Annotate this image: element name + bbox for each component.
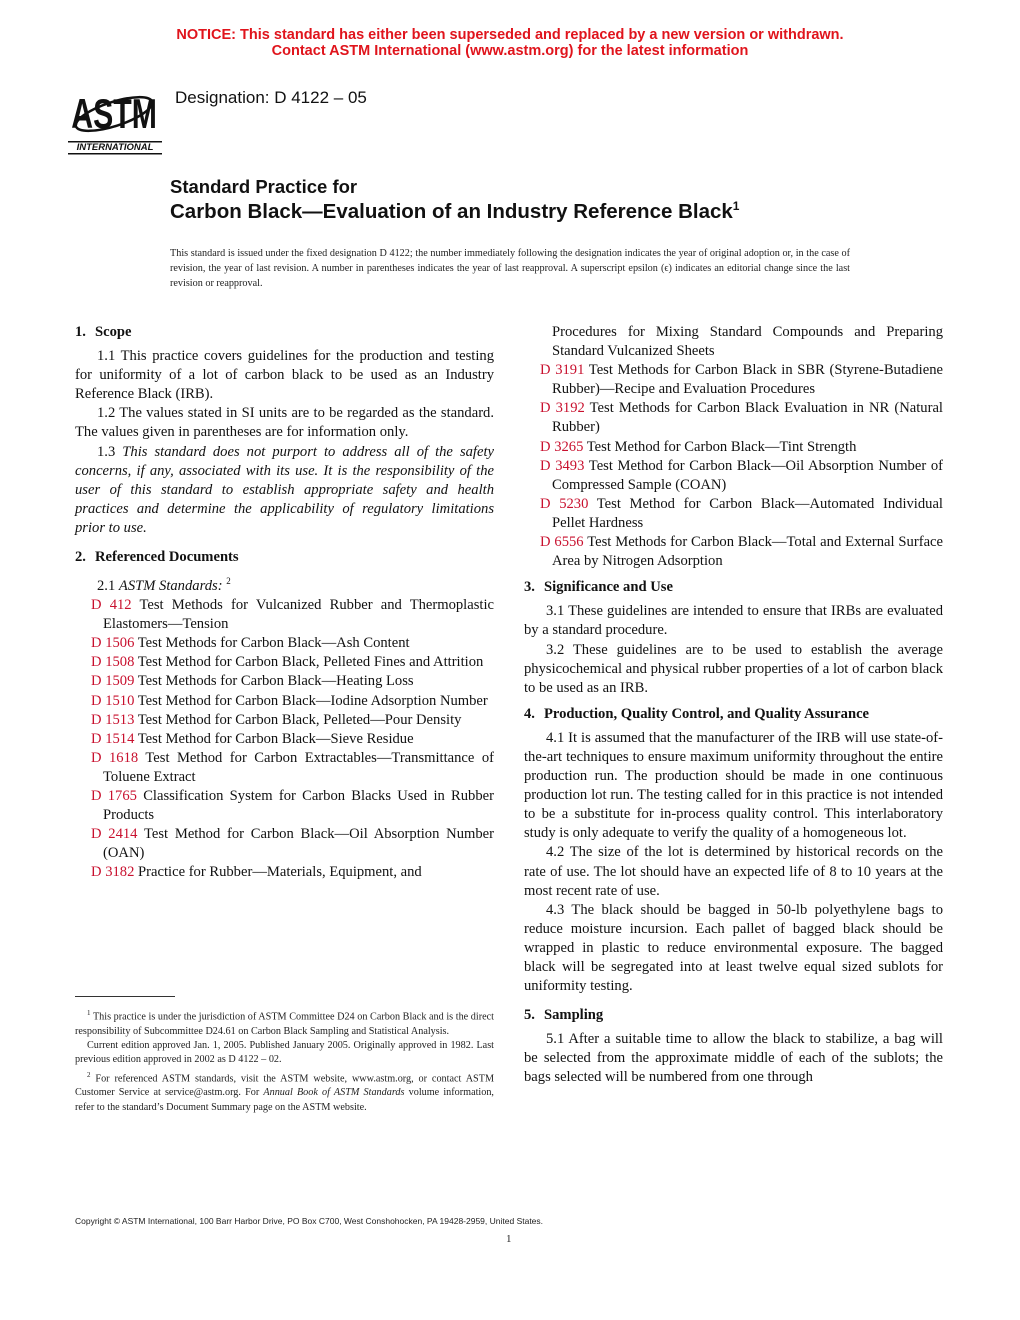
- reference-title: Procedures for Mixing Standard Compounds and Preparing Standard Vulcanized Sheets: [552, 324, 943, 360]
- title-line-2: Carbon Black—Evaluation of an Industry Reference Black: [170, 200, 733, 223]
- reference-link[interactable]: D 3182: [91, 864, 135, 881]
- reference-link[interactable]: D 3265: [540, 438, 584, 455]
- copyright-notice: Copyright © ASTM International, 100 Barr Harbor Drive, PO Box C700, West Conshohocken, PA 19428-2959, United States.: [75, 1216, 544, 1226]
- reference-title: Test Method for Carbon Black—Automated Individual Pellet Hardness: [552, 495, 943, 531]
- reference-item: [75, 787, 494, 825]
- reference-item: [524, 495, 943, 533]
- reference-item: [524, 361, 943, 399]
- reference-link[interactable]: D 1514: [91, 730, 135, 747]
- footnote-1-edition: Current edition approved Jan. 1, 2005. Published January 2005. Originally approved in 1982. Last previous edition approved in 2002 as D 4122 – 02.: [75, 1039, 494, 1066]
- reference-item: [524, 457, 943, 495]
- reference-title: Test Methods for Carbon Black—Heating Loss: [137, 673, 414, 690]
- reference-link[interactable]: D 1509: [91, 673, 135, 690]
- document-title: [170, 199, 739, 224]
- reference-title: Test Method for Carbon Extractables—Transmittance of Toluene Extract: [103, 749, 494, 785]
- reference-item: [75, 672, 494, 691]
- reference-link[interactable]: D 412: [91, 597, 132, 614]
- reference-title: Practice for Rubber—Materials, Equipment, and: [138, 864, 422, 881]
- section-heading-production: 4. Production, Quality Control, and Quality Assurance: [524, 705, 870, 722]
- paragraph-4-1: 4.1 It is assumed that the manufacturer of the IRB will use state-of-the-art techniques to ensure maximum uniformity throughout the entire production run. The production should be made in one continuous production lot run. The testing called for in this practice is not intended to be a substitute for in-process quality control. This interlaboratory study is only adequate to verify the quality of a homogeneous lot.: [524, 729, 943, 842]
- reference-list-left: [75, 596, 494, 882]
- paragraph-1-3: 1.3 This standard does not purport to address all of the safety concerns, if any, associated with its use. It is the responsibility of the user of this standard to establish appropriate safety and health practices and determine the applicability of regulatory limitations prior to use.: [75, 443, 494, 536]
- reference-link[interactable]: D 3493: [540, 457, 585, 474]
- reference-item: [75, 730, 494, 749]
- reference-item: [524, 399, 943, 437]
- notice-line-1: NOTICE: This standard has either been superseded and replaced by a new version or withdrawn.: [176, 27, 844, 43]
- paragraph-4-3: 4.3 The black should be bagged in 50-lb polyethylene bags to reduce moisture incursion. Each pallet of bagged black should be wrapped in plastic to reduce environmental exposure. The bagged black will be segregated into at least twelve equal sized sublots for uniformity testing.: [524, 901, 943, 995]
- footnote-2: $^2$ For referenced ASTM standards, visit the ASTM website, www.astm.org, or contact ASTM Customer Service at service@astm.org. For Annual Book of ASTM Standards volume information, refer to the standard’s Document Summary page on the ASTM website.: [75, 1070, 494, 1113]
- reference-title: Test Method for Carbon Black—Oil Absorption Number (OAN): [103, 826, 494, 862]
- paragraph-3-2: 3.2 These guidelines are to be used to establish the average physicochemical and physical rubber properties of a lot of carbon black to be used as an IRB.: [524, 641, 943, 696]
- reference-title: Classification System for Carbon Blacks Used in Rubber Products: [103, 788, 494, 824]
- reference-title: Test Method for Carbon Black—Tint Strength: [586, 438, 857, 455]
- footnote-divider: [75, 996, 175, 997]
- reference-title: Test Method for Carbon Black, Pelleted Fines and Attrition: [137, 654, 484, 671]
- reference-list-right: [524, 323, 943, 571]
- svg-text:ASTM: ASTM: [71, 90, 157, 138]
- paragraph-1-1: 1.1 This practice covers guidelines for the production and testing for uniformity of a lot of carbon black to be used as an Industry Reference Black (IRB).: [75, 348, 494, 403]
- reference-link[interactable]: D 5230: [540, 495, 589, 512]
- reference-title: Test Methods for Carbon Black—Total and External Surface Area by Nitrogen Adsorption: [552, 534, 943, 570]
- reference-link[interactable]: D 1765: [91, 788, 137, 805]
- paragraph-5-1: 5.1 After a suitable time to allow the black to stabilize, a bag will be selected from the approximate middle of each of the sublots; the bags selected will be numbered from one through: [524, 1031, 943, 1086]
- section-heading-sampling: 5. Sampling: [524, 1007, 604, 1024]
- reference-item: [75, 596, 494, 634]
- reference-link[interactable]: D 1508: [91, 654, 135, 671]
- section-heading-referenced-documents: 2. Referenced Documents: [75, 549, 239, 566]
- reference-title: Test Methods for Carbon Black in SBR (Styrene-Butadiene Rubber)—Recipe and Evaluation Procedures: [552, 362, 943, 398]
- reference-link[interactable]: D 2414: [91, 826, 138, 843]
- reference-item: [524, 533, 943, 571]
- reference-item: [524, 323, 943, 361]
- footnotes: [75, 1006, 494, 1115]
- logo-text: INTERNATIONAL: [76, 142, 154, 153]
- designation: Designation: D 4122 – 05: [175, 88, 367, 107]
- reference-item: [75, 653, 494, 672]
- reference-link[interactable]: D 3192: [540, 400, 585, 417]
- reference-link[interactable]: D 6556: [540, 534, 584, 551]
- reference-title: Test Method for Carbon Black—Iodine Adsorption Number: [137, 692, 488, 709]
- reference-item: [75, 692, 494, 711]
- reference-title: Test Methods for Carbon Black—Ash Content: [137, 635, 410, 652]
- reference-item: [75, 749, 494, 787]
- reference-title: Test Methods for Vulcanized Rubber and Thermoplastic Elastomers—Tension: [103, 597, 494, 633]
- footnote-1: $^1$ This practice is under the jurisdiction of ASTM Committee D24 on Carbon Black and is the direct responsibility of Subcommittee D24.61 on Carbon Black Sampling and Statistical Analysis.: [75, 1009, 494, 1037]
- supersession-notice: [0, 27, 1020, 59]
- page-number: 1: [506, 1233, 512, 1245]
- reference-link[interactable]: D 3191: [540, 362, 585, 379]
- issuance-note: This standard is issued under the fixed designation D 4122; the number immediately following the designation indicates the year of original adoption or, in the case of revision, the year of last revision. A number in parentheses indicates the year of last reapproval. A superscript epsilon (ϵ) indicates an editorial change since the last revision or reapproval.: [170, 248, 850, 289]
- reference-link[interactable]: D 1618: [91, 749, 139, 766]
- section-heading-scope: 1. Scope: [75, 324, 132, 340]
- reference-item: [524, 438, 943, 457]
- reference-link[interactable]: D 1506: [91, 635, 135, 652]
- right-column: [524, 323, 943, 1088]
- section-heading-significance: 3. Significance and Use: [524, 579, 673, 596]
- reference-item: [75, 634, 494, 653]
- astm-logo-icon: [68, 76, 162, 156]
- reference-link[interactable]: D 1513: [91, 711, 135, 728]
- subsection-2-1: 2.1 ASTM Standards: $^2$: [97, 576, 231, 594]
- paragraph-3-1: 3.1 These guidelines are intended to ensure that IRBs are evaluated by a standard procedure.: [524, 603, 943, 639]
- notice-line-2: Contact ASTM International (www.astm.org) for the latest information: [271, 43, 749, 59]
- reference-item: [75, 863, 494, 882]
- paragraph-4-2: 4.2 The size of the lot is determined by historical records on the rate of use. The lot should have an expected life of 8 to 10 years at the most recent rate of use.: [524, 844, 943, 899]
- title-footnote-marker[interactable]: 1: [732, 199, 740, 213]
- reference-title: Test Method for Carbon Black, Pelleted—Pour Density: [137, 711, 462, 728]
- reference-item: [75, 825, 494, 863]
- reference-link[interactable]: D 1510: [91, 692, 135, 709]
- reference-item: [75, 711, 494, 730]
- reference-title: Test Method for Carbon Black—Sieve Residue: [137, 730, 414, 747]
- reference-title: Test Methods for Carbon Black Evaluation in NR (Natural Rubber): [552, 400, 943, 436]
- paragraph-1-2: 1.2 The values stated in SI units are to be regarded as the standard. The values given in parentheses are for information only.: [75, 405, 494, 441]
- left-column: [75, 323, 494, 882]
- reference-title: Test Method for Carbon Black—Oil Absorption Number of Compressed Sample (COAN): [552, 457, 943, 493]
- title-line-1: Standard Practice for: [170, 176, 358, 197]
